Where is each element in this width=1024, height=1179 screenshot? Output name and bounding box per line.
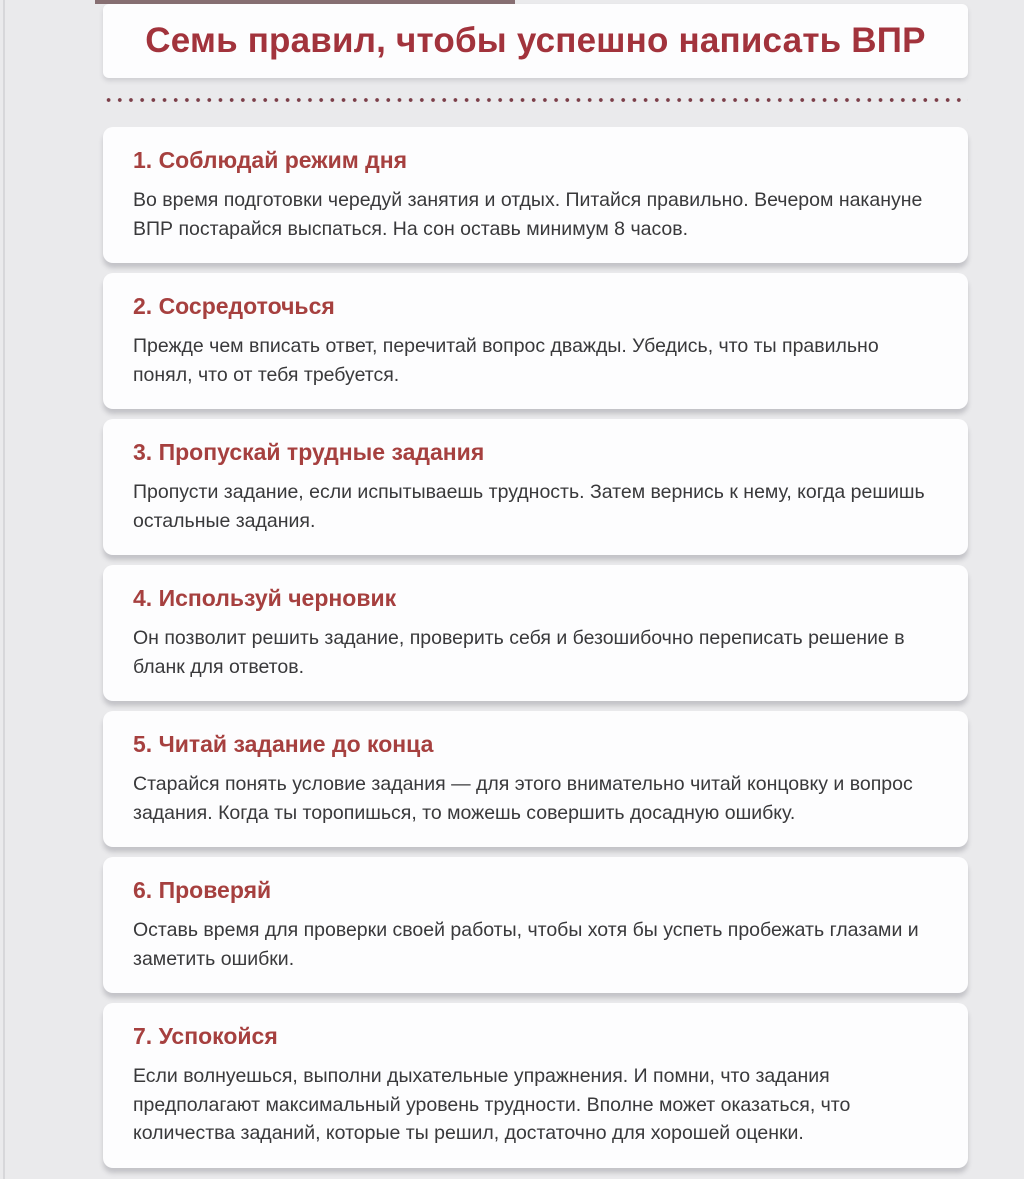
rule-body: Прежде чем вписать ответ, перечитай вопрос дважды. Убедись, что ты правильно понял, что от тебя требуется. bbox=[133, 335, 879, 386]
page-title: Семь правил, чтобы успешно написать ВПР bbox=[145, 21, 926, 60]
rule-body: Он позволит решить задание, проверить себя и безошибочно переписать решение в бланк для ответов. bbox=[133, 627, 905, 678]
rule-heading: 3. Пропускай трудные задания bbox=[133, 439, 485, 465]
rule-heading: 6. Проверяй bbox=[133, 877, 272, 903]
rule-card-4 bbox=[103, 565, 968, 701]
rule-body: Пропусти задание, если испытываешь трудность. Затем вернись к нему, когда решишь остальные задания. bbox=[133, 481, 925, 532]
rule-heading: 4. Используй черновик bbox=[133, 585, 397, 611]
rule-card-7 bbox=[103, 1003, 968, 1168]
rule-heading: 5. Читай задание до конца bbox=[133, 731, 434, 757]
poster-content bbox=[103, 0, 968, 1178]
rule-card-3 bbox=[103, 419, 968, 555]
rule-heading: 1. Соблюдай режим дня bbox=[133, 147, 408, 173]
dotted-separator bbox=[103, 97, 968, 103]
rule-body: Если волнуешься, выполни дыхательные упражнения. И помни, что задания предполагают максимальный уровень трудности. Вполне может оказаться, что количества заданий, которые ты решил, достаточно для хорошей оценки. bbox=[133, 1065, 851, 1144]
rule-card-2 bbox=[103, 273, 968, 409]
title-card bbox=[103, 4, 968, 78]
rule-heading: 7. Успокойся bbox=[133, 1023, 278, 1049]
rule-card-6 bbox=[103, 857, 968, 993]
rule-body: Старайся понять условие задания — для этого внимательно читай концовку и вопрос задания. Когда ты торопишься, то можешь совершить досадную ошибку. bbox=[133, 773, 913, 824]
left-edge-line bbox=[3, 0, 5, 1179]
rule-card-5 bbox=[103, 711, 968, 847]
rule-body: Во время подготовки чередуй занятия и отдых. Питайся правильно. Вечером накануне ВПР постарайся выспаться. На сон оставь минимум 8 часов. bbox=[133, 189, 923, 240]
rule-body: Оставь время для проверки своей работы, чтобы хотя бы успеть пробежать глазами и заметить ошибки. bbox=[133, 919, 919, 970]
rule-heading: 2. Сосредоточься bbox=[133, 293, 335, 319]
rule-card-1 bbox=[103, 127, 968, 263]
